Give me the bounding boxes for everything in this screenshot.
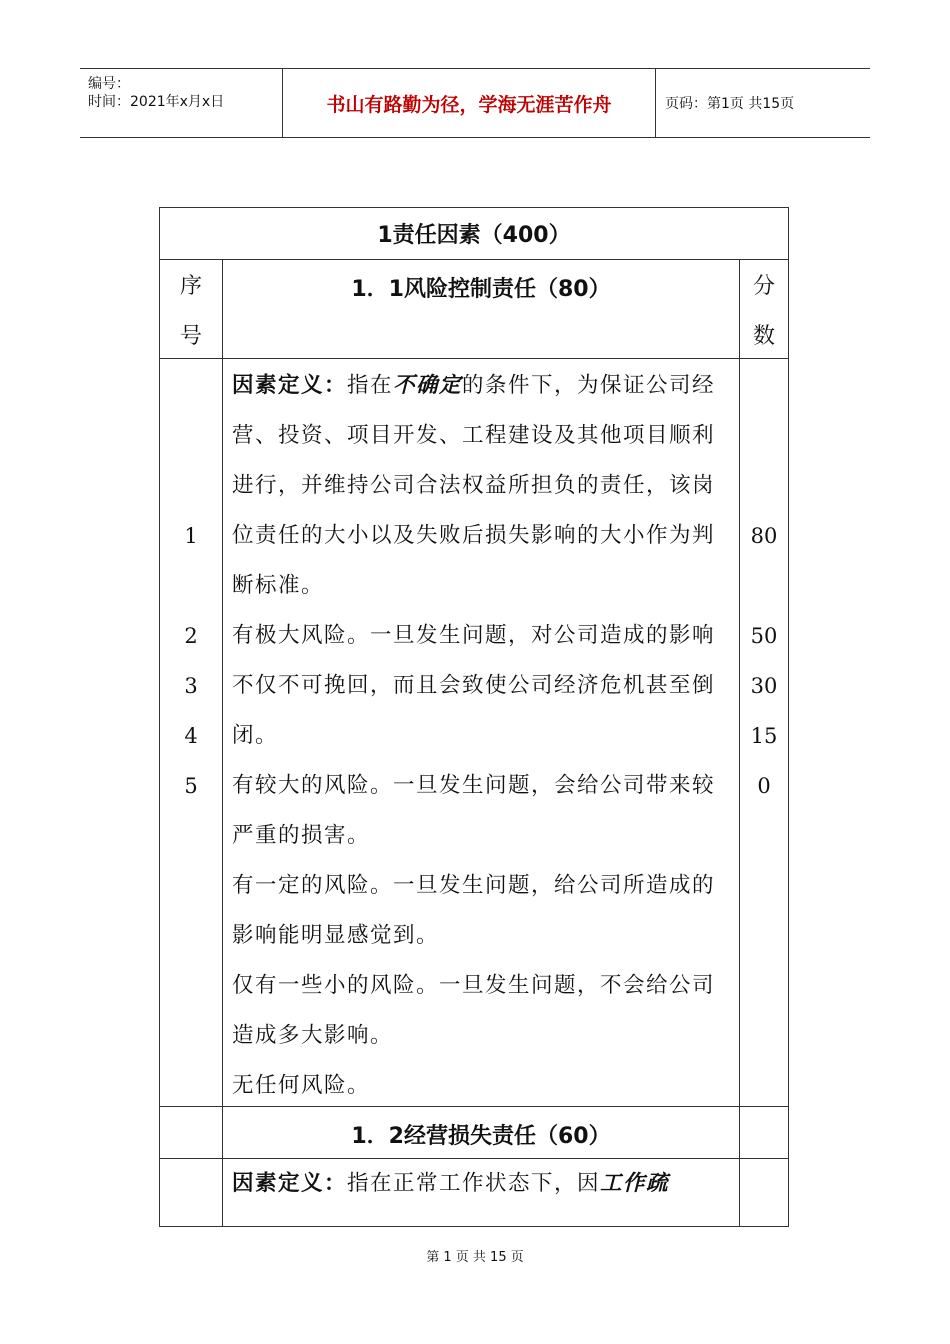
level-item: 无任何风险。 (232, 1073, 371, 1098)
seq-numbers (160, 511, 222, 811)
score-value: 80 (750, 524, 778, 548)
seq-number: 3 (184, 674, 198, 698)
definition-label: 因素定义： (232, 1171, 348, 1196)
level-item: 有极大风险。一旦发生问题，对公司造成的影响不仅不可挽回，而且会致使公司经济危机甚至倒闭。 (232, 623, 716, 748)
responsibility-table (159, 207, 789, 1227)
header-motto: 书山有路勤为径，学海无涯苦作舟 (282, 69, 656, 137)
level-item: 有较大的风险。一旦发生问题，会给公司带来较严重的损害。 (232, 773, 716, 848)
level-item: 有一定的风险。一旦发生问题，给公司所造成的影响能明显感觉到。 (232, 873, 716, 948)
score-values (740, 511, 788, 811)
factor-definition: 因素定义：指在不确定的条件下，为保证公司经营、投资、项目开发、工程建设及其他项目顺利进行，并维持公司合法权益所担负的责任，该岗位责任的大小以及失败后损失影响的大小作为判断标准。 (232, 373, 716, 598)
score-value: 50 (750, 624, 778, 648)
level-item: 仅有一些小的风险。一旦发生问题，不会给公司造成多大影响。 (232, 973, 716, 1048)
header-meta (80, 69, 282, 137)
score-value: 30 (750, 674, 778, 698)
section2-title: 1．2经营损失责任（60） (351, 1124, 611, 1149)
score-header: 分 数 (752, 274, 775, 349)
seq-number: 1 (184, 524, 198, 548)
score-value: 0 (757, 774, 771, 798)
section1-title: 1．1风险控制责任（80） (351, 277, 611, 302)
definition-emphasis: 不确定 (393, 373, 463, 398)
seq-header: 序 号 (179, 274, 202, 349)
document-header (80, 68, 870, 138)
seq-number: 2 (184, 624, 198, 648)
header-page-info: 页码：第1页 共15页 (665, 96, 795, 112)
section1-body (232, 361, 732, 1111)
score-value: 15 (750, 724, 778, 748)
section2-body (232, 1159, 732, 1209)
seq-number: 4 (184, 724, 198, 748)
table-title: 1责任因素（400） (377, 223, 571, 248)
seq-number: 5 (184, 774, 198, 798)
page-footer: 第 1 页 共 15 页 (426, 1250, 524, 1265)
time-label: 时间：2021年x月x日 (88, 94, 225, 110)
definition-emphasis: 工作疏 (600, 1171, 670, 1196)
factor-definition: 因素定义：指在正常工作状态下，因工作疏 (232, 1171, 670, 1196)
definition-label: 因素定义： (232, 373, 348, 398)
code-label: 编号： (88, 76, 130, 92)
